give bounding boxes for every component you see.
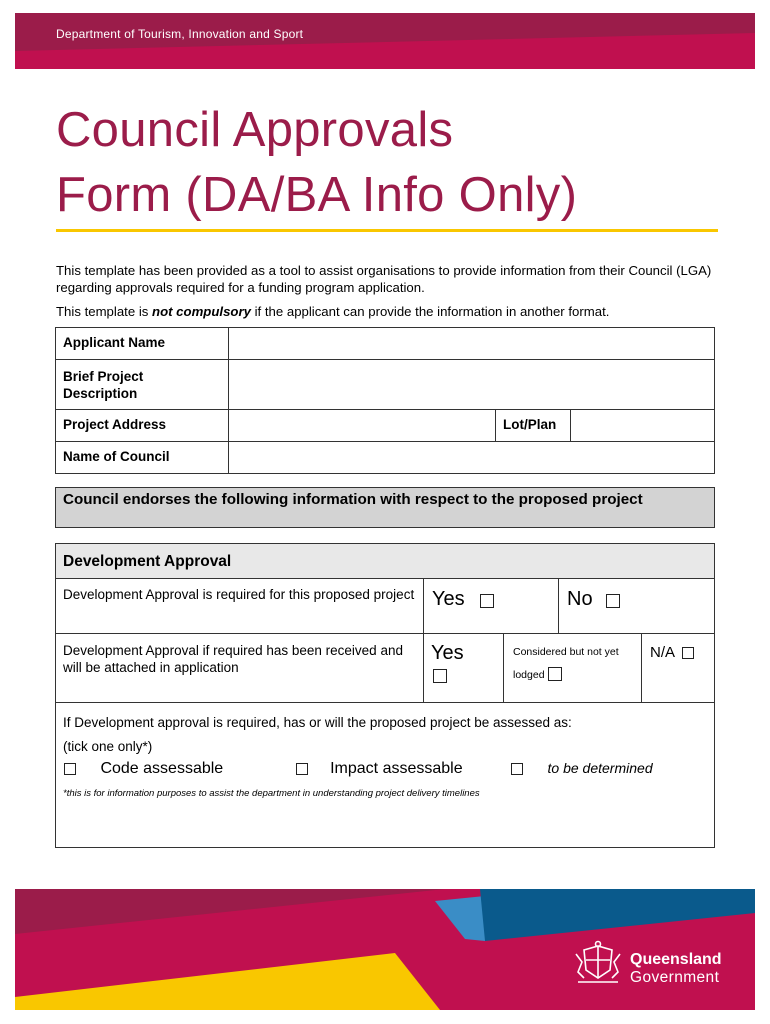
impact-assessable-label: Impact assessable (330, 760, 463, 777)
code-assessable-checkbox[interactable] (64, 763, 76, 775)
brand-queensland: Queensland (630, 951, 722, 968)
da-required-yes-checkbox[interactable] (480, 594, 494, 608)
header-band (15, 13, 755, 69)
lot-plan-field[interactable] (571, 410, 715, 442)
da-considered-checkbox[interactable] (548, 667, 562, 681)
applicant-name-field[interactable] (229, 328, 715, 360)
considered-label: Considered but not yet (513, 646, 619, 658)
da-received-yes (424, 634, 504, 703)
brief-project-field[interactable] (229, 360, 715, 410)
intro-paragraph-2: This template is not compulsory if the applicant can provide the information in another format. (56, 304, 610, 319)
lot-plan-label: Lot/Plan (496, 410, 571, 442)
da-na-checkbox[interactable] (682, 647, 694, 659)
assessment-options (64, 760, 714, 782)
na-label: N/A (650, 644, 675, 661)
tick-one-note: (tick one only*) (63, 739, 153, 754)
applicant-name-label: Applicant Name (56, 328, 229, 360)
impact-assessable-checkbox[interactable] (296, 763, 308, 775)
development-approval-heading: Development Approval (56, 544, 714, 579)
da-required-no-checkbox[interactable] (606, 594, 620, 608)
brand-government: Government (630, 969, 720, 986)
da-na (642, 634, 714, 703)
project-address-label: Project Address (56, 410, 229, 442)
footnote: *this is for information purposes to assist the department in understanding project delivery timelines (63, 788, 480, 799)
department-name: Department of Tourism, Innovation and Sport (56, 27, 304, 41)
page-title (56, 98, 577, 228)
council-name-label: Name of Council (56, 442, 229, 474)
title-line-1: Council Approvals (56, 103, 454, 157)
da-required-question: Development Approval is required for this proposed project (56, 579, 424, 634)
to-be-determined-label: to be determined (547, 760, 653, 776)
da-received-yes-checkbox[interactable] (433, 669, 447, 683)
applicant-details-table (55, 327, 715, 474)
lodged-label: lodged (513, 669, 545, 681)
no-label: No (567, 588, 593, 610)
project-address-field[interactable] (229, 410, 496, 442)
not-compulsory-emphasis: not compulsory (152, 304, 251, 319)
brief-project-label: Brief Project Description (56, 360, 229, 410)
council-endorsement-heading: Council endorses the following information with respect to the proposed project (55, 487, 715, 528)
queensland-crest-icon (570, 940, 626, 993)
yes-label: Yes (432, 588, 465, 610)
title-line-2: Form (DA/BA Info Only) (56, 168, 578, 222)
intro-paragraph: This template has been provided as a tool to assist organisations to provide information from their Council (LGA) regarding approvals required for a funding program application. (56, 263, 712, 295)
da-received-question: Development Approval if required has been received and will be attached in application (56, 634, 424, 703)
title-underline (56, 229, 718, 232)
da-required-yes (424, 579, 559, 634)
yes-label-2: Yes (431, 642, 464, 664)
to-be-determined-checkbox[interactable] (511, 763, 523, 775)
code-assessable-label: Code assessable (100, 760, 224, 777)
da-required-no (559, 579, 714, 634)
assessment-question: If Development approval is required, has or will the proposed project be assessed as: (63, 715, 572, 730)
da-considered (504, 634, 642, 703)
development-approval-section (55, 543, 715, 848)
council-name-field[interactable] (229, 442, 715, 474)
footer-band (15, 889, 755, 1010)
